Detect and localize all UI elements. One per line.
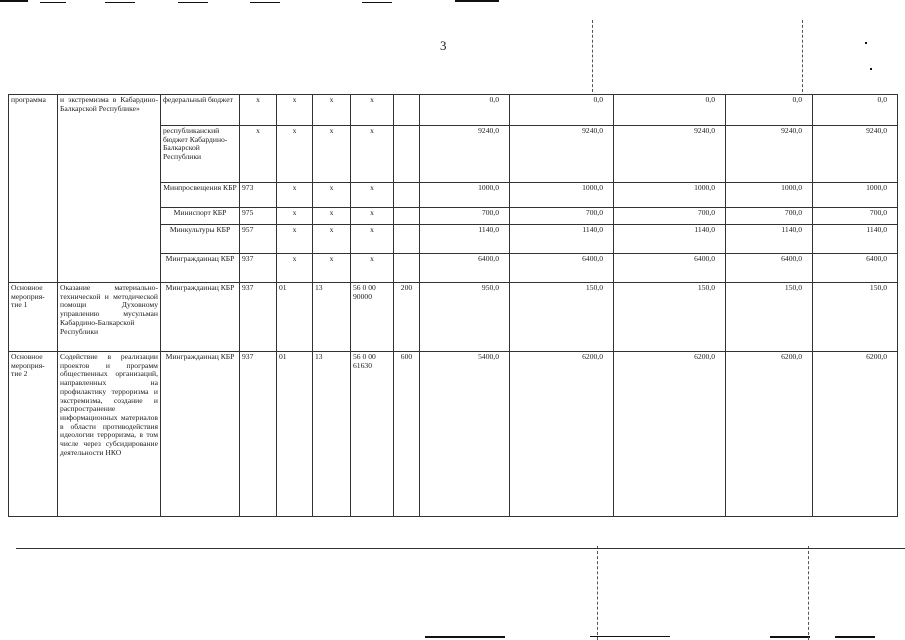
value-cell: 150,0 bbox=[614, 283, 726, 352]
column-continuation-line bbox=[592, 20, 593, 92]
value-cell: 6400,0 bbox=[420, 254, 510, 283]
value-cell: 1000,0 bbox=[813, 183, 898, 208]
vr-cell: 56 0 00 61630 bbox=[351, 352, 394, 517]
funding-source-cell: Минграждаинац КБР bbox=[161, 283, 240, 352]
rzpr-cell: 01 bbox=[277, 352, 313, 517]
column-continuation-line bbox=[808, 546, 809, 640]
table-row bbox=[9, 283, 898, 352]
value-cell: 9240,0 bbox=[420, 126, 510, 183]
value-cell: 1140,0 bbox=[813, 225, 898, 254]
vr-cell: х bbox=[351, 254, 394, 283]
scan-mark bbox=[178, 2, 208, 3]
table-row bbox=[9, 352, 898, 517]
vr-cell: х bbox=[351, 225, 394, 254]
scan-mark bbox=[425, 636, 505, 638]
program-finance-table bbox=[8, 94, 898, 517]
rzpr-cell: 01 bbox=[277, 283, 313, 352]
program-name-cell: и экстремизма в Кабардино-Балкарской Республике» bbox=[58, 95, 161, 283]
status-cell: программа bbox=[9, 95, 58, 283]
rzpr-cell: х bbox=[277, 225, 313, 254]
column-continuation-line bbox=[597, 546, 598, 640]
extra-code-cell bbox=[394, 95, 420, 126]
funding-source-cell: Миниспорт КБР bbox=[161, 208, 240, 225]
csr-cell: х bbox=[313, 208, 351, 225]
scan-mark bbox=[455, 0, 499, 2]
vr-cell: х bbox=[351, 208, 394, 225]
value-cell: 1140,0 bbox=[726, 225, 813, 254]
value-cell: 1140,0 bbox=[510, 225, 614, 254]
scan-mark bbox=[105, 2, 135, 3]
value-cell: 9240,0 bbox=[726, 126, 813, 183]
rzpr-cell: х bbox=[277, 126, 313, 183]
extra-code-cell: 600 bbox=[394, 352, 420, 517]
value-cell: 1000,0 bbox=[510, 183, 614, 208]
grbs-cell: х bbox=[240, 95, 277, 126]
value-cell: 6400,0 bbox=[726, 254, 813, 283]
activity-name-cell: Содействие в реализации проектов и программ общественных организаций, направленных на профилактику терроризма и экстремизма, создание и распространение информационных материалов в области противодействия идеологии терроризма, в том числе через субсидирование деятельности НКО bbox=[58, 352, 161, 517]
scan-mark bbox=[835, 636, 875, 638]
extra-code-cell bbox=[394, 254, 420, 283]
value-cell: 6200,0 bbox=[726, 352, 813, 517]
value-cell: 6400,0 bbox=[510, 254, 614, 283]
scan-mark bbox=[362, 2, 392, 3]
table-bottom-line bbox=[16, 548, 905, 549]
value-cell: 6200,0 bbox=[813, 352, 898, 517]
value-cell: 150,0 bbox=[510, 283, 614, 352]
grbs-cell: 937 bbox=[240, 254, 277, 283]
csr-cell: х bbox=[313, 183, 351, 208]
value-cell: 6400,0 bbox=[614, 254, 726, 283]
vr-cell: х bbox=[351, 95, 394, 126]
vr-cell: х bbox=[351, 126, 394, 183]
vr-cell: 56 0 00 90000 bbox=[351, 283, 394, 352]
value-cell: 1140,0 bbox=[614, 225, 726, 254]
funding-source-cell: федеральный бюджет bbox=[161, 95, 240, 126]
value-cell: 6400,0 bbox=[813, 254, 898, 283]
value-cell: 700,0 bbox=[614, 208, 726, 225]
value-cell: 0,0 bbox=[614, 95, 726, 126]
scan-mark bbox=[0, 0, 28, 2]
funding-source-cell: республиканский бюджет Кабардино-Балкарской Республики bbox=[161, 126, 240, 183]
status-cell: Основное мероприя-тие 1 bbox=[9, 283, 58, 352]
value-cell: 6200,0 bbox=[510, 352, 614, 517]
value-cell: 950,0 bbox=[420, 283, 510, 352]
value-cell: 0,0 bbox=[510, 95, 614, 126]
value-cell: 9240,0 bbox=[510, 126, 614, 183]
grbs-cell: х bbox=[240, 126, 277, 183]
value-cell: 0,0 bbox=[726, 95, 813, 126]
extra-code-cell bbox=[394, 225, 420, 254]
rzpr-cell: х bbox=[277, 95, 313, 126]
funding-source-cell: Минграждаинац КБР bbox=[161, 352, 240, 517]
grbs-cell: 937 bbox=[240, 352, 277, 517]
value-cell: 700,0 bbox=[420, 208, 510, 225]
csr-cell: 13 bbox=[313, 352, 351, 517]
extra-code-cell bbox=[394, 183, 420, 208]
scan-mark bbox=[865, 42, 867, 44]
scan-mark bbox=[590, 636, 670, 637]
extra-code-cell bbox=[394, 126, 420, 183]
value-cell: 1000,0 bbox=[614, 183, 726, 208]
grbs-cell: 973 bbox=[240, 183, 277, 208]
value-cell: 5400,0 bbox=[420, 352, 510, 517]
value-cell: 150,0 bbox=[813, 283, 898, 352]
grbs-cell: 957 bbox=[240, 225, 277, 254]
rzpr-cell: х bbox=[277, 254, 313, 283]
csr-cell: х bbox=[313, 126, 351, 183]
status-cell: Основное мероприя-тие 2 bbox=[9, 352, 58, 517]
value-cell: 9240,0 bbox=[813, 126, 898, 183]
grbs-cell: 975 bbox=[240, 208, 277, 225]
value-cell: 0,0 bbox=[813, 95, 898, 126]
value-cell: 1000,0 bbox=[726, 183, 813, 208]
value-cell: 700,0 bbox=[813, 208, 898, 225]
value-cell: 0,0 bbox=[420, 95, 510, 126]
value-cell: 9240,0 bbox=[614, 126, 726, 183]
funding-source-cell: Минграждаинац КБР bbox=[161, 254, 240, 283]
value-cell: 1140,0 bbox=[420, 225, 510, 254]
rzpr-cell: х bbox=[277, 208, 313, 225]
csr-cell: х bbox=[313, 225, 351, 254]
scan-mark bbox=[40, 2, 66, 3]
activity-name-cell: Оказание материально-технической и методической помощи Духовному управлению мусульман Кабардино-Балкарской Республики bbox=[58, 283, 161, 352]
value-cell: 150,0 bbox=[726, 283, 813, 352]
scan-mark bbox=[250, 2, 280, 3]
value-cell: 700,0 bbox=[510, 208, 614, 225]
scan-mark bbox=[870, 68, 872, 70]
value-cell: 700,0 bbox=[726, 208, 813, 225]
extra-code-cell: 200 bbox=[394, 283, 420, 352]
grbs-cell: 937 bbox=[240, 283, 277, 352]
funding-source-cell: Минкультуры КБР bbox=[161, 225, 240, 254]
csr-cell: х bbox=[313, 95, 351, 126]
table-row bbox=[9, 95, 898, 126]
csr-cell: х bbox=[313, 254, 351, 283]
vr-cell: х bbox=[351, 183, 394, 208]
page-number: 3 bbox=[440, 38, 447, 53]
column-continuation-line bbox=[802, 20, 803, 92]
rzpr-cell: х bbox=[277, 183, 313, 208]
value-cell: 1000,0 bbox=[420, 183, 510, 208]
value-cell: 6200,0 bbox=[614, 352, 726, 517]
funding-source-cell: Минпросвещения КБР bbox=[161, 183, 240, 208]
csr-cell: 13 bbox=[313, 283, 351, 352]
scan-mark bbox=[770, 636, 810, 638]
extra-code-cell bbox=[394, 208, 420, 225]
